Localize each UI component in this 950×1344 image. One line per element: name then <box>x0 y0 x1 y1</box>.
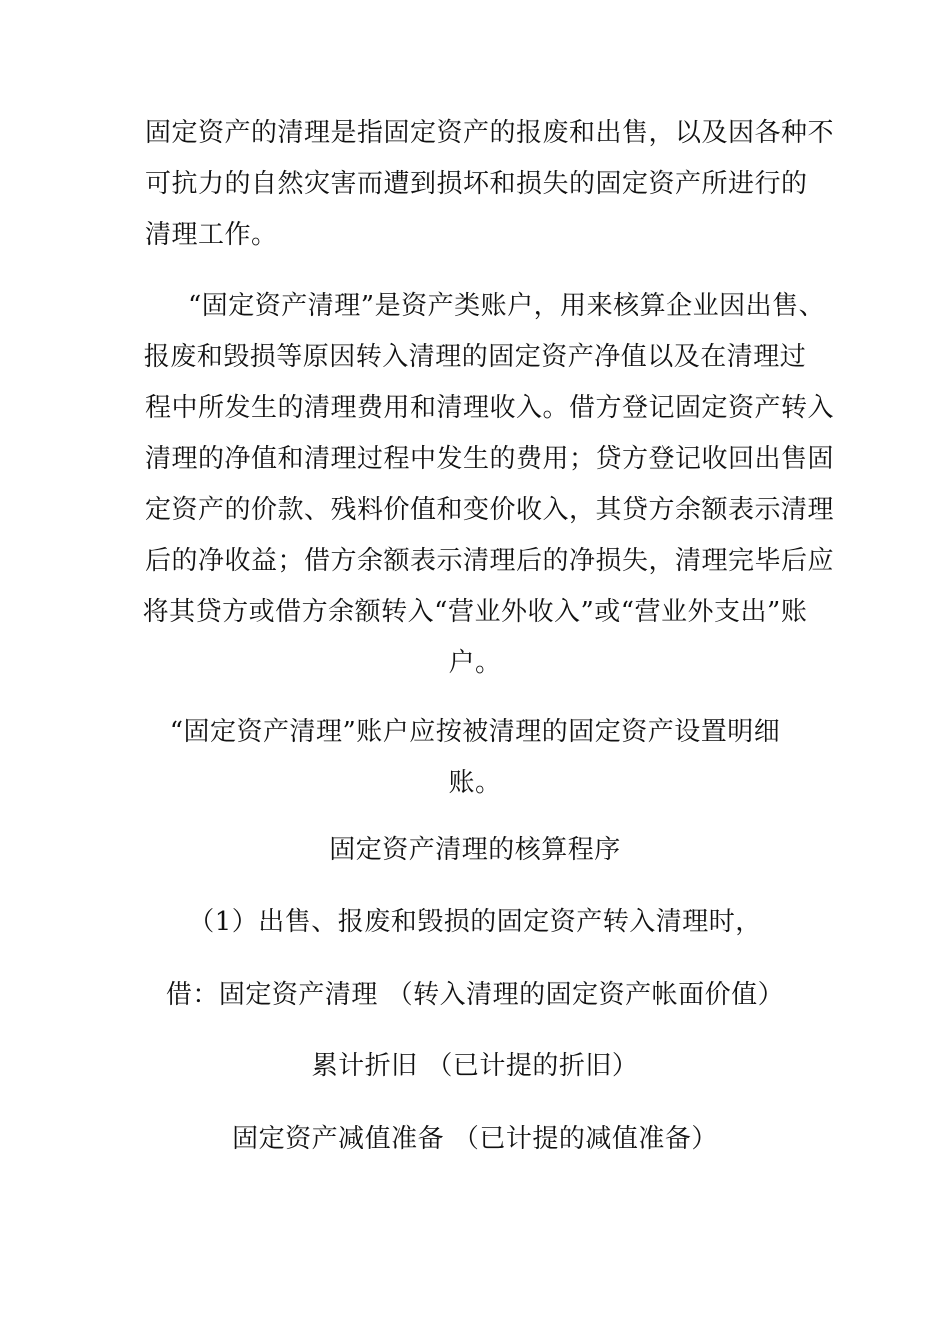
paragraph-2-line-7: 将其贷方或借方余额转入“营业外收入”或“营业外支出”账 <box>142 597 808 627</box>
step-1-text: （1）出售、报废和毁损的固定资产转入清理时， <box>188 907 762 937</box>
paragraph-2-line-8: 户。 <box>448 648 502 678</box>
journal-entry-impairment-reserve: 固定资产减值准备 （已计提的减值准备） <box>232 1124 718 1154</box>
journal-entry-debit: 借：固定资产清理 （转入清理的固定资产帐面价值） <box>165 980 785 1010</box>
paragraph-2-line-2: 报废和毁损等原因转入清理的固定资产净值以及在清理过 <box>143 342 807 372</box>
paragraph-2-line-5: 定资产的价款、残料价值和变价收入，其贷方余额表示清理 <box>145 495 835 525</box>
section-heading: 固定资产清理的核算程序 <box>329 835 621 865</box>
paragraph-1-line-3: 清理工作。 <box>145 220 278 250</box>
paragraph-2-line-4: 清理的净值和清理过程中发生的费用；贷方登记收回出售固 <box>145 444 835 474</box>
paragraph-1-line-2: 可抗力的自然灾害而遭到损坏和损失的固定资产所进行的 <box>145 169 808 199</box>
journal-entry-accumulated-depreciation: 累计折旧 （已计提的折旧） <box>311 1051 639 1081</box>
paragraph-3-line-1: “固定资产清理”账户应按被清理的固定资产设置明细 <box>169 717 781 747</box>
paragraph-2-line-3: 程中所发生的清理费用和清理收入。借方登记固定资产转入 <box>145 393 835 423</box>
paragraph-1-line-1: 固定资产的清理是指固定资产的报废和出售，以及因各种不 <box>145 118 835 148</box>
paragraph-2-line-1: “固定资产清理”是资产类账户，用来核算企业因出售、 <box>188 291 826 321</box>
paragraph-3-line-2: 账。 <box>448 768 502 798</box>
paragraph-2-line-6: 后的净收益；借方余额表示清理后的净损失，清理完毕后应 <box>145 546 835 576</box>
